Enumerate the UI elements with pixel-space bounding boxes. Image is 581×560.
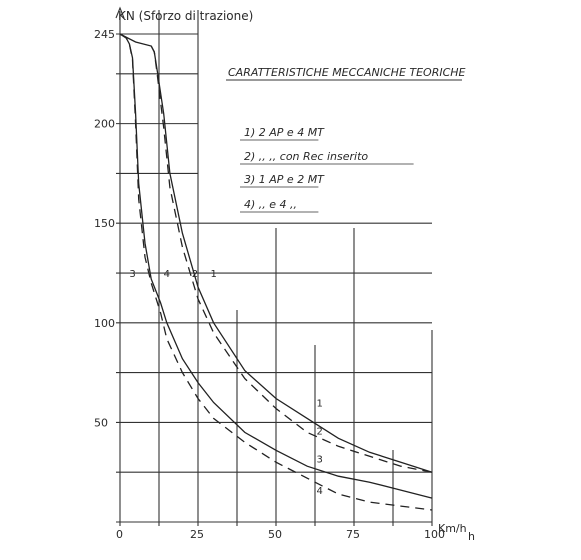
chart-annotations [120, 269, 323, 497]
x-tick-labels [116, 528, 445, 541]
legend-entry: 4) ,, e 4 ,, [244, 198, 298, 211]
y-tick-label: 200 [94, 117, 115, 131]
curve-end-label: 1 [316, 398, 323, 410]
curve-marker-label: 2 [191, 269, 199, 281]
curve-end-label: 4 [316, 486, 323, 498]
x-tick-label: 100 [424, 528, 445, 541]
chart-title: CARATTERISTICHE MECCANICHE TEORICHE [228, 66, 466, 79]
curve-end-label: 2 [316, 426, 323, 438]
y-tick-labels [94, 28, 115, 429]
y-tick-label: 150 [94, 217, 115, 231]
curve-marker-label: 3 [129, 269, 136, 281]
x-tick-label: 0 [116, 528, 123, 541]
x-tick-label: 25 [190, 528, 204, 541]
curve-marker-label: 4 [163, 269, 171, 281]
legend-entry: 3) 1 AP e 2 MT [244, 173, 324, 186]
y-tick-label: 50 [94, 416, 108, 430]
legend-entry: 2) ,, ,, con Rec inserito [244, 150, 369, 163]
x-tick-label: 50 [268, 528, 282, 541]
legend-entry: 1) 2 AP e 4 MT [244, 126, 324, 139]
x-tick-label: 75 [346, 528, 360, 541]
y-axis-label: KN (Sforzo di trazione) [118, 9, 254, 23]
x-axis-unit-tail: h [468, 530, 475, 543]
curve-marker-label: 1 [210, 269, 217, 281]
y-tick-label: 100 [94, 316, 115, 330]
chart-grid [116, 8, 432, 526]
chart-legend [240, 126, 414, 212]
curve-end-label: 3 [316, 454, 323, 466]
x-axis-unit-label: Km/h [438, 522, 467, 535]
y-tick-label: 245 [94, 28, 115, 41]
